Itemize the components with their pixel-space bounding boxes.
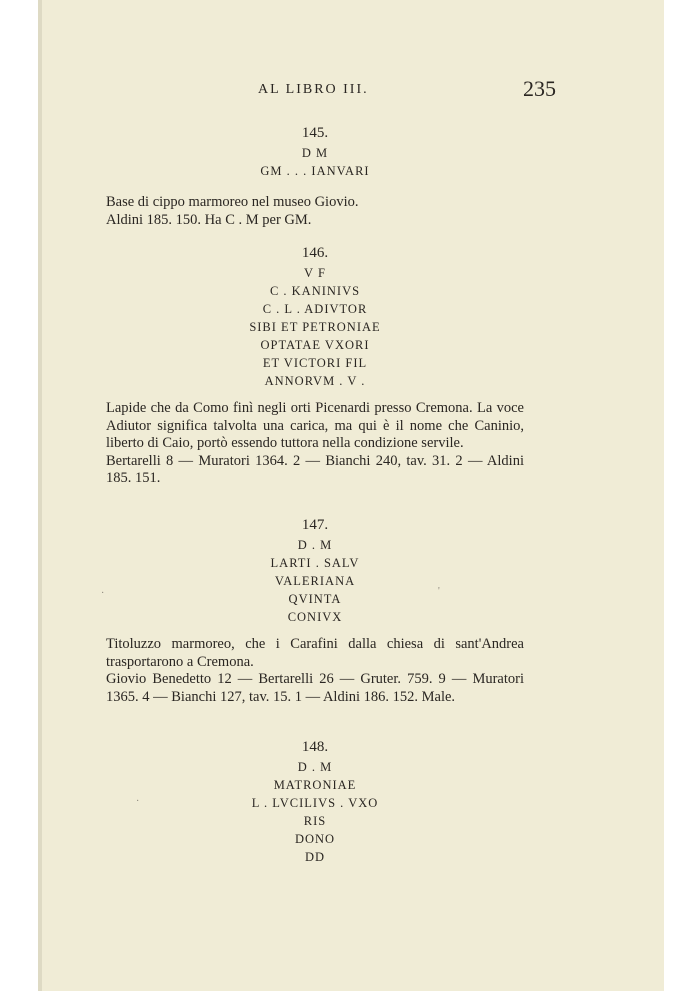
entry-145-notes	[106, 194, 524, 229]
inscription-line: V F	[304, 266, 326, 280]
commentary-paragraph: Lapide che da Como finì negli orti Picenardi presso Cremona. La voce Adiutor significa talvolta una carica, ma qui è il nome che Caninio, liberto di Caio, portò essendo tuttora nella condizione servile.	[106, 400, 524, 451]
commentary-paragraph: Titoluzzo marmoreo, che i Carafini dalla chiesa di sant'Andrea trasportarono a Cremona.	[106, 636, 524, 670]
commentary-paragraph: Base di cippo marmoreo nel museo Giovio.	[106, 194, 359, 210]
inscription-line: D M	[301, 146, 329, 160]
inscription-line: ANNORVM . V .	[264, 374, 366, 388]
inscription-line: D . M	[297, 760, 333, 774]
inscription-line: CONIVX	[287, 610, 343, 624]
entry-number: 148.	[301, 739, 329, 755]
inscription-line: MATRONIAE	[273, 778, 357, 792]
stray-mark: ·	[136, 796, 140, 807]
inscription-line: C . L . ADIVTOR	[262, 302, 368, 316]
entry-148	[106, 738, 524, 866]
entry-number: 147.	[301, 517, 329, 533]
inscription-line: LARTI . SALV	[270, 556, 360, 570]
entry-number: 146.	[301, 245, 329, 261]
entry-147	[106, 516, 524, 626]
references-paragraph: Bertarelli 8 — Muratori 1364. 2 — Bianchi 240, tav. 31. 2 — Aldini 185. 151.	[106, 452, 524, 486]
inscription-line: L . LVCILIVS . VXO	[251, 796, 379, 810]
inscription-line: OPTATAE VXORI	[260, 338, 370, 352]
stray-mark: '	[438, 586, 440, 597]
entry-147-notes	[106, 636, 524, 706]
references-paragraph: Giovio Benedetto 12 — Bertarelli 26 — Gruter. 759. 9 — Muratori 1365. 4 — Bianchi 127, tav. 15. 1 — Aldini 186. 152. Male.	[106, 671, 524, 705]
entry-146-notes	[106, 400, 524, 488]
entry-145	[106, 124, 524, 180]
inscription-line: VALERIANA	[274, 574, 356, 588]
entry-number: 145.	[301, 125, 329, 141]
inscription-line: DONO	[294, 832, 336, 846]
inscription-line: QVINTA	[288, 592, 342, 606]
page-number: 235	[523, 76, 556, 101]
entry-146	[106, 244, 524, 390]
inscription-line: D . M	[297, 538, 333, 552]
book-page	[38, 0, 664, 991]
inscription-line: GM . . . IANVARI	[260, 164, 370, 178]
inscription-line: ET VICTORI FIL	[262, 356, 368, 370]
inscription-line: RIS	[303, 814, 327, 828]
references-paragraph: Aldini 185. 150. Ha C . M per GM.	[106, 211, 312, 228]
stray-mark: ·	[101, 588, 105, 599]
page-header	[38, 76, 664, 104]
inscription-line: SIBI ET PETRONIAE	[249, 320, 381, 334]
running-title: AL LIBRO III.	[258, 82, 369, 97]
inscription-line: DD	[304, 850, 326, 864]
inscription-line: C . KANINIVS	[269, 284, 361, 298]
page-edge	[38, 0, 42, 991]
